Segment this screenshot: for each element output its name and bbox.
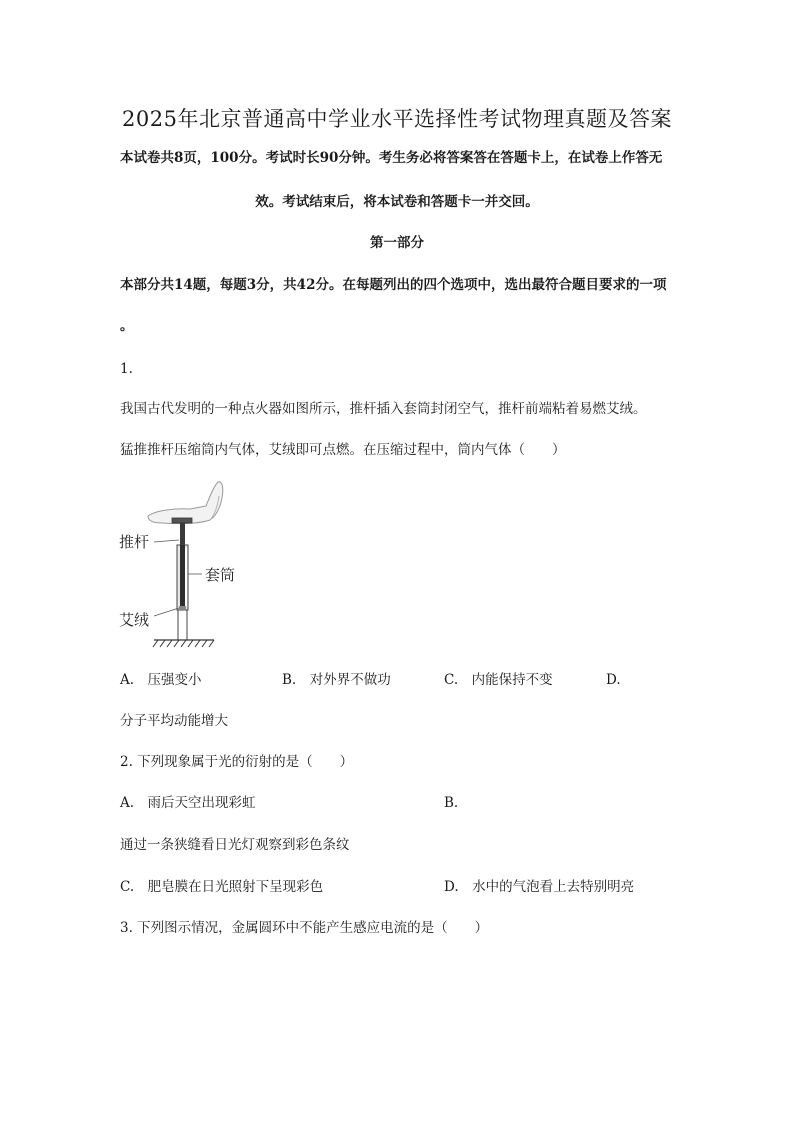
figure-label-sleeve: 套筒 [205,566,236,584]
instructions-line-1: 本试卷共8页，100分。考试时长90分钟。考生务必将答案答在答题卡上，在试卷上作答无 [120,150,663,166]
question-1-option-d: D. [606,672,621,688]
question-2-option-c: C. 肥皂膜在日光照射下呈现彩色 [120,879,324,895]
section-description-line-2: 。 [120,318,134,334]
figure-label-tinder: 艾绒 [119,611,150,629]
question-2-option-a: A. 雨后天空出现彩虹 [120,795,256,811]
question-2-option-d: D. 水中的气泡看上去特别明亮 [444,879,635,895]
tinder [179,606,186,610]
question-1-option-c: C. 内能保持不变 [444,672,553,688]
section-description-line-1: 本部分共14题，每题3分，共42分。在每题列出的四个选项中，选出最符合题目要求的一项 [120,277,667,293]
section-title: 第一部分 [370,235,424,251]
question-1-number: 1. [120,361,133,377]
hand-illustration [148,482,223,524]
question-1-option-b: B. 对外界不做功 [282,672,391,688]
question-2-option-b: B. [444,795,459,811]
question-2-stem: 2. 下列现象属于光的衍射的是（ ） [120,754,354,770]
question-1-option-d-text: 分子平均动能增大 [120,713,228,729]
question-3-stem: 3. 下列图示情况，金属圆环中不能产生感应电流的是（ ） [120,920,489,936]
question-1-stem-line-1: 我国古代发明的一种点火器如图所示，推杆插入套筒封闭空气，推杆前端粘着易燃艾绒。 [120,401,647,417]
fire-piston-figure [118,476,268,651]
question-1-option-a: A. 压强变小 [120,672,202,688]
push-rod [180,523,185,545]
figure-label-rod: 推杆 [119,533,150,551]
document-title: 2025年北京普通高中学业水平选择性考试物理真题及答案 [122,107,672,131]
rod-knob [172,518,192,523]
question-1-stem-line-2: 猛推推杆压缩筒内气体，艾绒即可点燃。在压缩过程中，筒内气体（ ） [120,442,566,458]
instructions-line-2: 效。考试结束后，将本试卷和答题卡一并交回。 [255,194,539,210]
question-2-option-b-text: 通过一条狭缝看日光灯观察到彩色条纹 [120,837,350,853]
